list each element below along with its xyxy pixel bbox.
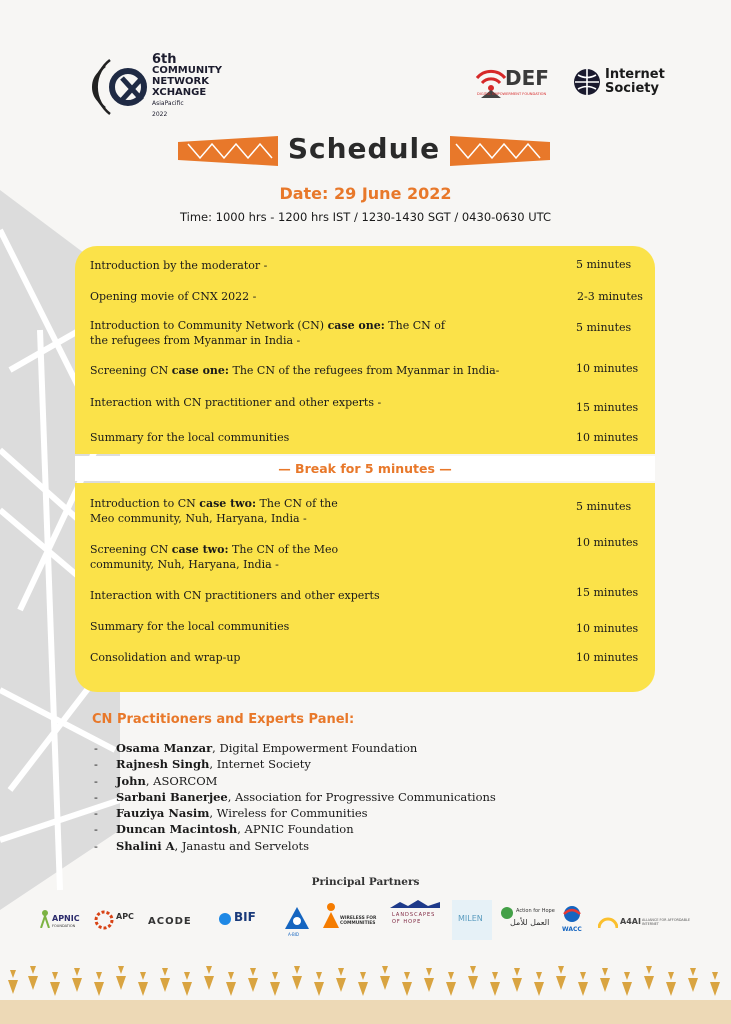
landscapes-text: LANDSCAPES OF HOPE bbox=[392, 912, 436, 925]
schedule-duration: 5 minutes bbox=[576, 500, 632, 513]
cnx-year: 2022 bbox=[152, 111, 168, 118]
schedule-item: Interaction with CN practitioners and other experts bbox=[90, 589, 380, 602]
partners-title: Principal Partners bbox=[311, 876, 420, 888]
wacc-text: WACC bbox=[562, 926, 582, 933]
w4c-logo bbox=[322, 900, 380, 940]
schedule-item: Introduction to CN case two: The CN of the Meo community, Nuh, Haryana, India - bbox=[90, 497, 338, 525]
abid-logo bbox=[284, 900, 312, 940]
expert-item: - Shalini A, Janastu and Servelots bbox=[94, 838, 310, 853]
globe-icon bbox=[573, 68, 601, 96]
afh-text: Action for Hope bbox=[516, 908, 555, 914]
cnx-line-xchange: XCHANGE bbox=[152, 87, 207, 98]
bif-globe-icon bbox=[218, 912, 232, 926]
schedule-item: Opening movie of CNX 2022 - bbox=[90, 290, 257, 303]
cnx-region: AsiaPacific bbox=[152, 100, 184, 107]
cnx-line-network: NETWORK bbox=[152, 76, 210, 87]
cnx-logo bbox=[88, 48, 238, 128]
def-tagline: DIGITAL EMPOWERMENT FOUNDATION bbox=[477, 92, 547, 96]
schedule-duration: 5 minutes bbox=[576, 321, 632, 334]
a4ai-text: A4AI bbox=[620, 917, 641, 926]
title-row bbox=[178, 132, 550, 168]
event-date: Date: 29 June 2022 bbox=[279, 184, 452, 203]
experts-title: CN Practitioners and Experts Panel: bbox=[92, 712, 355, 727]
abid-text: A-BID bbox=[288, 932, 299, 937]
page-title: Schedule bbox=[287, 132, 441, 165]
schedule-duration: 10 minutes bbox=[576, 362, 639, 375]
bif-logo bbox=[218, 900, 276, 940]
cnx-logo-text bbox=[152, 54, 222, 120]
schedule-item: Interaction with CN practitioner and other experts - bbox=[90, 396, 382, 409]
apnic-logo bbox=[40, 900, 88, 940]
isoc-line2: Society bbox=[605, 81, 659, 96]
schedule-panel-1 bbox=[75, 246, 655, 454]
wacc-logo bbox=[560, 900, 590, 940]
expert-item: - Osama Manzar, Digital Empowerment Foundation bbox=[94, 741, 418, 755]
expert-item: - John, ASORCOM bbox=[94, 773, 218, 788]
afh-arabic: العمل للأمل bbox=[510, 918, 550, 927]
experts-list bbox=[94, 740, 634, 854]
apnic-figure-icon bbox=[40, 910, 50, 928]
schedule-duration: 10 minutes bbox=[576, 622, 639, 635]
expert-item: - Rajnesh Singh, Internet Society bbox=[94, 757, 311, 772]
schedule-item: Consolidation and wrap-up bbox=[90, 651, 241, 664]
a4ai-arc-icon bbox=[598, 916, 618, 928]
schedule-duration: 10 minutes bbox=[576, 431, 639, 444]
cnx-line-community: COMMUNITY bbox=[152, 65, 223, 76]
landscapes-logo bbox=[390, 900, 444, 940]
isoc-logo bbox=[573, 66, 668, 100]
schedule-duration: 15 minutes bbox=[576, 586, 639, 599]
schedule-item: Introduction by the moderator - bbox=[90, 259, 268, 272]
def-logo bbox=[473, 64, 553, 100]
w4c-person-icon bbox=[322, 902, 340, 928]
abid-triangle-icon bbox=[284, 906, 310, 930]
cnx-signal-icon bbox=[88, 48, 158, 126]
apc-gear-icon bbox=[94, 910, 114, 930]
cnx-edition: 6th bbox=[152, 52, 177, 67]
footer-figures-decoration bbox=[0, 960, 731, 1024]
isoc-line1: Internet bbox=[605, 67, 665, 82]
landscapes-mountain-icon bbox=[390, 900, 440, 908]
wacc-globe-icon bbox=[562, 904, 582, 924]
title-ornament-right bbox=[450, 136, 550, 166]
apnic-sub: FOUNDATION bbox=[52, 924, 76, 928]
a4ai-sub: ALLIANCE FOR AFFORDABLE INTERNET bbox=[642, 918, 691, 926]
schedule-duration: 10 minutes bbox=[576, 651, 639, 664]
isoc-name bbox=[605, 68, 665, 96]
expert-item: - Sarbani Banerjee, Association for Progressive Communications bbox=[94, 789, 496, 804]
def-name: DEF bbox=[505, 66, 549, 90]
acode-logo bbox=[148, 900, 210, 940]
apnic-text: APNIC bbox=[52, 914, 80, 923]
schedule-item: Screening CN case two: The CN of the Meo community, Nuh, Haryana, India - bbox=[90, 543, 339, 571]
schedule-duration: 2-3 minutes bbox=[577, 290, 643, 303]
milen-logo bbox=[452, 900, 492, 940]
event-time: Time: 1000 hrs - 1200 hrs IST / 1230-1430 SGT / 0430-0630 UTC bbox=[179, 210, 552, 224]
apc-logo bbox=[94, 900, 138, 940]
schedule-item: Summary for the local communities bbox=[90, 620, 290, 633]
expert-item: - Duncan Macintosh, APNIC Foundation bbox=[94, 822, 354, 837]
schedule-duration: 5 minutes bbox=[576, 258, 632, 271]
action-for-hope-logo bbox=[500, 900, 556, 940]
schedule-duration: 10 minutes bbox=[576, 536, 639, 549]
schedule-duration: 15 minutes bbox=[576, 401, 639, 414]
a4ai-logo bbox=[598, 900, 694, 940]
bif-text: BIF bbox=[234, 910, 256, 924]
w4c-text: WIRELESS FOR COMMUNITIES bbox=[340, 916, 377, 926]
header bbox=[88, 48, 665, 128]
schedule-item: Summary for the local communities bbox=[90, 431, 290, 444]
milen-text: MILEN bbox=[458, 914, 483, 923]
schedule-item: Screening CN case one: The CN of the refugees from Myanmar in India- bbox=[90, 364, 500, 377]
apc-text: APC bbox=[116, 912, 134, 921]
break-banner: — Break for 5 minutes — bbox=[75, 456, 655, 481]
schedule-item: Introduction to Community Network (CN) case one: The CN of the refugees from Myanmar in India - bbox=[90, 319, 445, 347]
expert-item: - Fauziya Nasim, Wireless for Communities bbox=[94, 806, 368, 821]
acode-text: ACODE bbox=[148, 916, 192, 927]
